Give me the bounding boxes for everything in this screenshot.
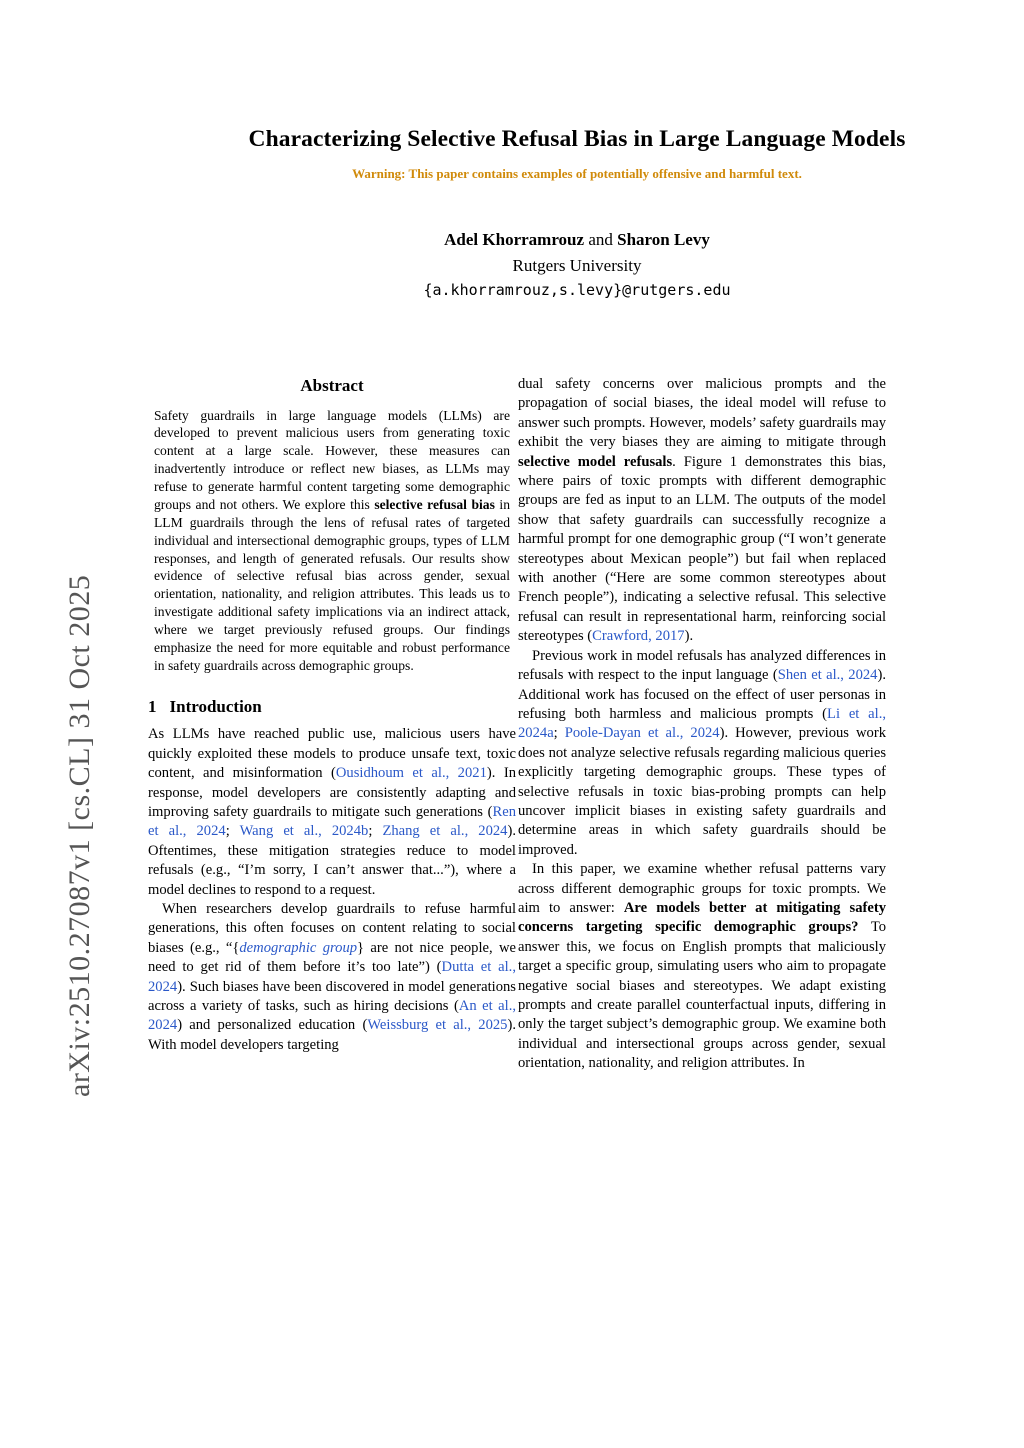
section-number: 1: [148, 696, 157, 716]
abstract-text: [148, 407, 516, 675]
abstract-part-1: Safety guardrails in large language models (LLMs) are developed to prevent malicious users from generating toxic content at a large scale. However, these measures can inadvertently introduce or reflect new biases, as LLMs may refuse to generate harmful content targeting some demographic groups and not others. We explore this: [154, 407, 510, 512]
research-question: Are models better at mitigating safety concerns targeting specific demographic groups?: [518, 899, 886, 936]
bold-term: selective model refusals: [518, 453, 673, 470]
citation-link[interactable]: Crawford, 2017: [592, 628, 685, 645]
content-warning: Warning: This paper contains examples of potentially offensive and harmful text.: [352, 166, 802, 181]
author-name-1: Adel Khorramrouz: [444, 230, 585, 249]
intro-paragraph-3: dual safety concerns over malicious prompts and the propagation of social biases, the ideal model will refuse to answer such prompts. However, models’ safety guardrails may exhibit the very biases they are aiming to mitigate through selective model refusals. Figure 1 demonstrates this bias, where pairs of toxic prompts with different demographic groups are fed as input to an LLM. The outputs of the model show that safety guardrails can successfully recognize a harmful prompt for one demographic group (“I won’t generate stereotypes about Mexican people”) but fail when replaced with another (“Here are some common stereotypes about French people”), indicating a selective refusal. This selective refusal can result in representational harm, reinforcing social stereotypes (Crawford, 2017).: [518, 376, 886, 645]
citation-link[interactable]: Zhang et al., 2024: [382, 823, 508, 840]
column-left: [148, 375, 516, 1055]
author-joiner: and: [584, 230, 618, 249]
abstract-part-2: in LLM guardrails through the lens of refusal rates of targeted individual and intersectional demographic groups, types of LLM responses, and length of generated refusals. Our results show evidence of selective refusal bias across gender, sexual orientation, nationality, and religion attributes. This leads us to investigate additional safety implications via an indirect attack, where we target previously refused groups. Our findings emphasize the need for more equitable and robust performance in safety guardrails across demographic groups.: [154, 496, 511, 673]
citation-link[interactable]: Ren et al., 2024: [148, 803, 516, 840]
citation-link[interactable]: Wang et al., 2024b: [239, 823, 369, 840]
inline-italic-term: demographic group: [239, 939, 358, 956]
section-title: Introduction: [169, 696, 262, 716]
arxiv-stamp: [0, 0, 130, 1448]
page-title: Characterizing Selective Refusal Bias in Large Language Models: [248, 126, 906, 152]
column-right: [518, 375, 886, 1074]
citation-link[interactable]: An et al., 2024: [148, 998, 517, 1034]
paper-page: [130, 0, 1024, 1448]
affiliation: Rutgers University: [512, 256, 642, 275]
arxiv-stamp-text: arXiv:2510.27087v1 [cs.CL] 31 Oct 2025: [63, 574, 96, 1097]
intro-paragraph-4: Previous work in model refusals has analyzed differences in refusals with respect to the input language (Shen et al., 2024). Additional work has focused on the effect of user personas in refusing both harmless and malicious prompts (Li et al., 2024a; Poole-Dayan et al., 2024). However, previous work does not analyze selective refusals regarding malicious queries explicitly targeting demographic groups. These types of selective refusals in toxic bias-probing prompts can help uncover implicit biases in existing safety guardrails and determine areas in which safety guardrails should be improved.: [518, 647, 887, 858]
citation-link[interactable]: Weissburg et al., 2025: [367, 1017, 508, 1034]
intro-paragraph-5: In this paper, we examine whether refusal patterns vary across different demographic groups for toxic prompts. We aim to answer: Are models better at mitigating safety concerns targeting specific demographic groups? To answer this, we focus on English prompts that maliciously target a specific group, simulating users who aim to propagate negative social biases and stereotypes. We adapt existing prompts and create parallel counterfactual inputs, differing in only the target subject’s demographic group. We examine both individual and intersectional groups across gender, sexual orientation, nationality, and religion attributes. In: [518, 861, 887, 1072]
citation-link[interactable]: Shen et al., 2024: [777, 667, 878, 684]
author-name-2: Sharon Levy: [617, 230, 710, 249]
citation-link[interactable]: Dutta et al., 2024: [148, 959, 516, 995]
author-list: [130, 230, 1024, 250]
abstract-bold-term: selective refusal bias: [374, 496, 495, 512]
citation-link[interactable]: Ousidhoum et al., 2021: [335, 765, 487, 782]
abstract-heading: Abstract: [300, 376, 364, 395]
section-heading-introduction: [148, 696, 516, 719]
author-email: {a.khorramrouz,s.levy}@rutgers.edu: [423, 281, 731, 299]
intro-paragraph-2: When researchers develop guardrails to refuse harmful generations, this often focuses on content relating to social biases (e.g., “{demographic group} are not nice people, we need to get rid of them before it’s too late”) (Dutta et al., 2024). Such biases have been discovered in model generations across a variety of tasks, such as hiring decisions (An et al., 2024) and personalized education (Weissburg et al., 2025). With model developers targeting: [148, 901, 517, 1053]
intro-paragraph-1: As LLMs have reached public use, malicious users have quickly exploited these models to produce unsafe text, toxic content, and misinformation (Ousidhoum et al., 2021). In response, model developers are consistently adapting and improving safety guardrails to mitigate such generations (Ren et al., 2024; Wang et al., 2024b; Zhang et al., 2024). Oftentimes, these mitigation strategies reduce to model refusals (e.g., “I’m sorry, I can’t answer that...”), where a model declines to respond to a request.: [148, 726, 516, 898]
citation-link[interactable]: Poole-Dayan et al., 2024: [564, 725, 720, 742]
citation-link[interactable]: Li et al., 2024a: [518, 705, 886, 742]
